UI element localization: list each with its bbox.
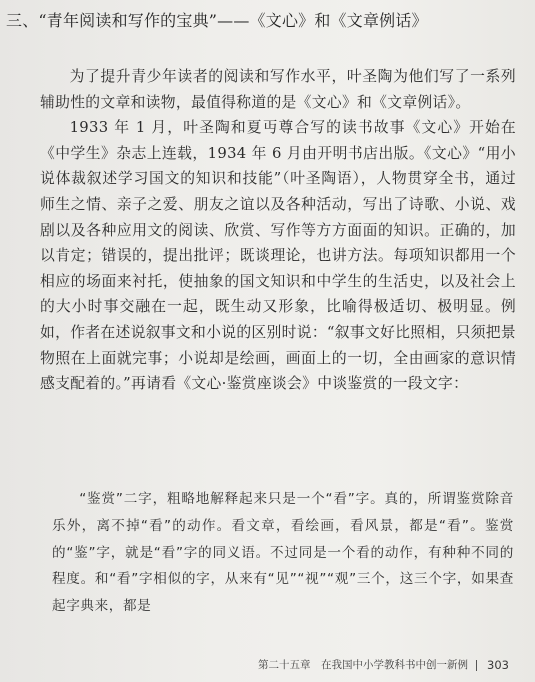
page-footer — [258, 657, 518, 673]
block-quote — [52, 486, 514, 620]
body-text — [40, 64, 516, 397]
page-number: 303 — [487, 658, 509, 672]
chapter-title: 第二十五章 在我国中小学教科书中创一新例 — [258, 659, 468, 671]
quote-text: “鉴赏”二字，粗略地解释起来只是一个“看”字。真的，所谓鉴赏除音乐外，离不掉“看”的动作。看文章，看绘画，看风景，都是“看”。鉴赏的“鉴”字，就是“看”字的同义语。不过同是一个看的动作，有种种不同的程度。和“看”字相似的字，从来有“见”“视”“观”三个，这三个字，如果查起字典来，都是 — [52, 491, 514, 615]
section-heading: 三、“青年阅读和写作的宝典”——《文心》和《文章例话》 — [6, 11, 428, 30]
paragraph-intro: 为了提升青少年读者的阅读和写作水平，叶圣陶为他们写了一系列辅助性的文章和读物，最值得称道的是《文心》和《文章例话》。 — [40, 68, 516, 111]
footer-divider — [476, 660, 477, 671]
paragraph-wenxin: 1933 年 1 月，叶圣陶和夏丏尊合写的读书故事《文心》开始在《中学生》杂志上连载，1934 年 6 月由开明书店出版。《文心》“用小说体裁叙述学习国文的知识和技能”（叶圣陶语），人物贯穿全书，通过师生之情、亲子之爱、朋友之谊以及各种活动，写出了诗歌、小说、戏剧以及各种应用文的阅读、欣赏、写作等方方面面的知识。正确的，加以肯定；错误的，提出批评；既谈理论，也讲方法。每项知识都用一个相应的场面来衬托，使抽象的国文知识和中学生的生活史，以及社会上的大小时事交融在一起，既生动又形象，比喻得极适切、极明显。例如，作者在述说叙事文和小说的区别时说：“叙事文好比照相，只须把景物照在上面就完事；小说却是绘画，画面上的一切，全由画家的意识情感支配着的。”再请看《文心·鉴赏座谈会》中谈鉴赏的一段文字： — [40, 119, 516, 393]
